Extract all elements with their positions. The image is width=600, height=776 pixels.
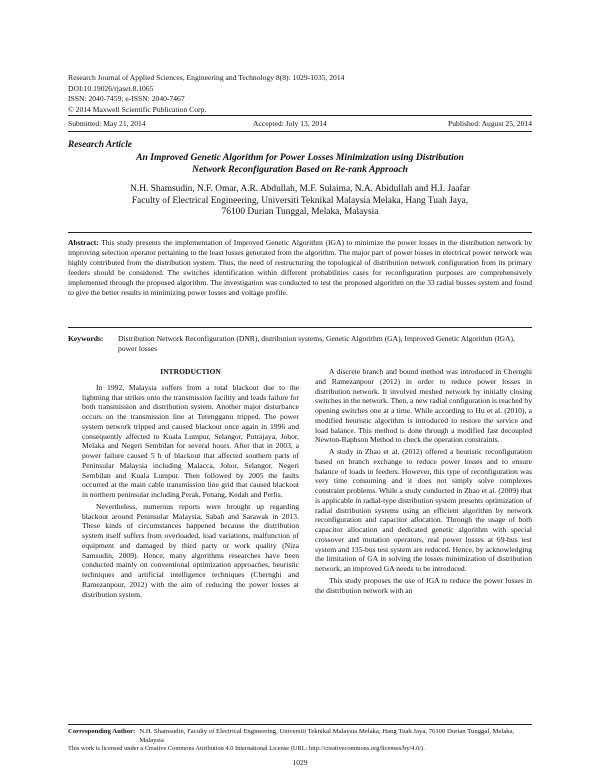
keywords	[68, 334, 532, 354]
accepted-date: Accepted: July 13, 2014	[253, 119, 327, 128]
paragraph: This study proposes the use of IGA to reduce the power losses in the distribution network with an	[315, 575, 532, 595]
affiliation-line-2: 76100 Durian Tunggal, Melaka, Malaysia	[221, 207, 379, 218]
right-column	[315, 367, 532, 597]
footer-divider	[68, 724, 532, 725]
title-line-1: An Improved Genetic Algorithm for Power Losses Minimization using Distribution	[136, 152, 464, 163]
journal-doi: DOI:10.19026/rjaset.8.1065	[68, 83, 154, 93]
title-line-2: Network Reconfiguration Based on Re-rank Approach	[192, 163, 408, 175]
header-divider	[68, 115, 532, 116]
author-list: N.H. Shamsudin, N.F. Omar, A.R. Abdullah, M.F. Sulaima, N.A. Abidullah and H.I. Jaafar	[130, 184, 470, 194]
abstract-bottom-divider	[68, 327, 532, 328]
corresponding-author-text: N.H. Shamsudin, Faculty of Electrical Engineering, Universiti Teknikal Malaysia Melaka, Hang Tuah Jaya, 76100 Durian Tunggal, Melaka, Malaysia	[139, 728, 515, 744]
abstract-label: Abstract:	[68, 238, 99, 247]
paragraph: In 1992, Malaysia suffers from a total blackout due to the lightning that strikes onto the transmission facility and leads failure for both transmission and distribution system. Another major disturbance occurs on the transmission line at Terengganu tripped. The power system network tripped and caused blackout once again in 1996 and consequently affected to Kuala Lumpur, Selangor, Putrajaya, Johor, Melaka and Negeri Sembilan for several hours. After that in 2003, a power failure caused 5 h of blackout that affected southern parts of Peninsular Malaysia including Malacca, Johor, Selangor, Negeri Sembilan and Kuala Lumpur. Then followed by 2005 the faults occurred at the main cable transmission line grid that caused blackout in northern peninsular including Perak, Penang, Kedah and Perlis.	[82, 382, 299, 499]
journal-issn: ISSN: 2040-7459; e-ISSN: 2040-7467	[68, 94, 185, 104]
paragraph: A study in Zhao et al. (2012) offered a heuristic reconfiguration based on branch exchange to reduce power losses and to ensure balance of loads in feeders. However, this type of reconfiguration was very time consuming and it does not simply solve complexes constraint problems. While a study conducted in Zhao et al. (2009) that is applicable in radial-type distribution system presents optimization of radial distribution systems using an efficient algorithm by network reconfiguration and capacitor allocation. Through the usage of both capacitor allocation and dedicated genetic algorithm with special crossover and mutation operators, real power losses at 69-bus test system and 135-bus test system are reduced. Hence, by acknowledging the limitation of GA in solving the losses minimization of distribution network, an improved GA needs to be introduced.	[315, 447, 532, 573]
introduction-heading: INTRODUCTION	[160, 367, 221, 376]
paragraph: A discrete branch and bound method was introduced in Chernghi and Ramezanpour (2012) in order to reduce power losses in distribution network. It involved meshed network by initially closing switches in the network. Then, a new radial configuration is reached by opening switches one at a time. While according to Hu et al. (2010), a modified heuristic algorithm is introduced to restore the service and load balance. This method is done through a modified fast decoupled Newton-Raphson Method to check the operation constraints.	[315, 367, 532, 445]
abstract	[68, 238, 532, 299]
article-title	[68, 152, 532, 175]
affiliation-line-1: Faculty of Electrical Engineering, Universiti Teknikal Malaysia Melaka, Hang Tuah Jaya,	[131, 195, 469, 206]
author-block	[68, 184, 532, 219]
abstract-text: This study presents the implementation of Improved Genetic Algorithm (IGA) to minimize the power losses in the distribution network by improving selection operator pertaining to the least losses generated from the algorithm. The major part of power losses in electrical power network was highly contributed from the distribution system. Thus, the need of restructuring the topological of distribution network configuration from its primary feeders should be considered. The switches identification within different probabilities cases for reconfiguration purposes are comprehensively implemented through the proposed algorithm. The investigation was conducted to test the proposed algorithm on the 33 radial busses system and found to give the better results in minimizing power losses and voltage profile.	[68, 238, 532, 298]
journal-header	[68, 73, 344, 115]
published-date: Published: August 25, 2014	[448, 119, 532, 128]
corresponding-author-label: Corresponding Author:	[68, 728, 136, 735]
footnote	[68, 728, 532, 754]
journal-citation: Research Journal of Applied Sciences, Engineering and Technology 8(8): 1029-1035, 2014	[68, 73, 345, 82]
paragraph: Nevertheless, numerous reports were brought up regarding blackout around Peninsular Malaysia, Sabah and Sarawak in 2013. These kinds of circumstances happened because the distribution system itself suffers from overloaded, load variations, malfunction of equipment and damaged by third party or work quality (Niza Samsudin, 2009). Hence, many algorithms researches have been conducted mainly on conventional optimization approaches, heuristic techniques and artificial intelligence techniques (Chernghi and Ramezanpour, 2012) with the aim of reducing the power losses at distribution system.	[82, 501, 299, 599]
keywords-label: Keywords:	[68, 334, 104, 343]
dates-divider	[68, 131, 532, 132]
page-number: 1029	[292, 758, 308, 767]
article-type: Research Article	[68, 140, 132, 150]
keywords-text: Distribution Network Reconfiguration (DNR), distribution systems, Genetic Algorithm (GA), Improved Genetic Algorithm (IGA), power losses	[118, 334, 515, 354]
license-text: This work is licensed under a Creative Commons Attribution 4.0 International License (URL: http://creativecommons.org/licenses/by/4.0/).	[68, 745, 425, 752]
submitted-date: Submitted: May 21, 2014	[68, 119, 146, 128]
left-column	[82, 367, 299, 601]
abstract-top-divider	[68, 232, 532, 233]
journal-copyright: © 2014 Maxwell Scientific Publication Corp.	[68, 104, 207, 114]
